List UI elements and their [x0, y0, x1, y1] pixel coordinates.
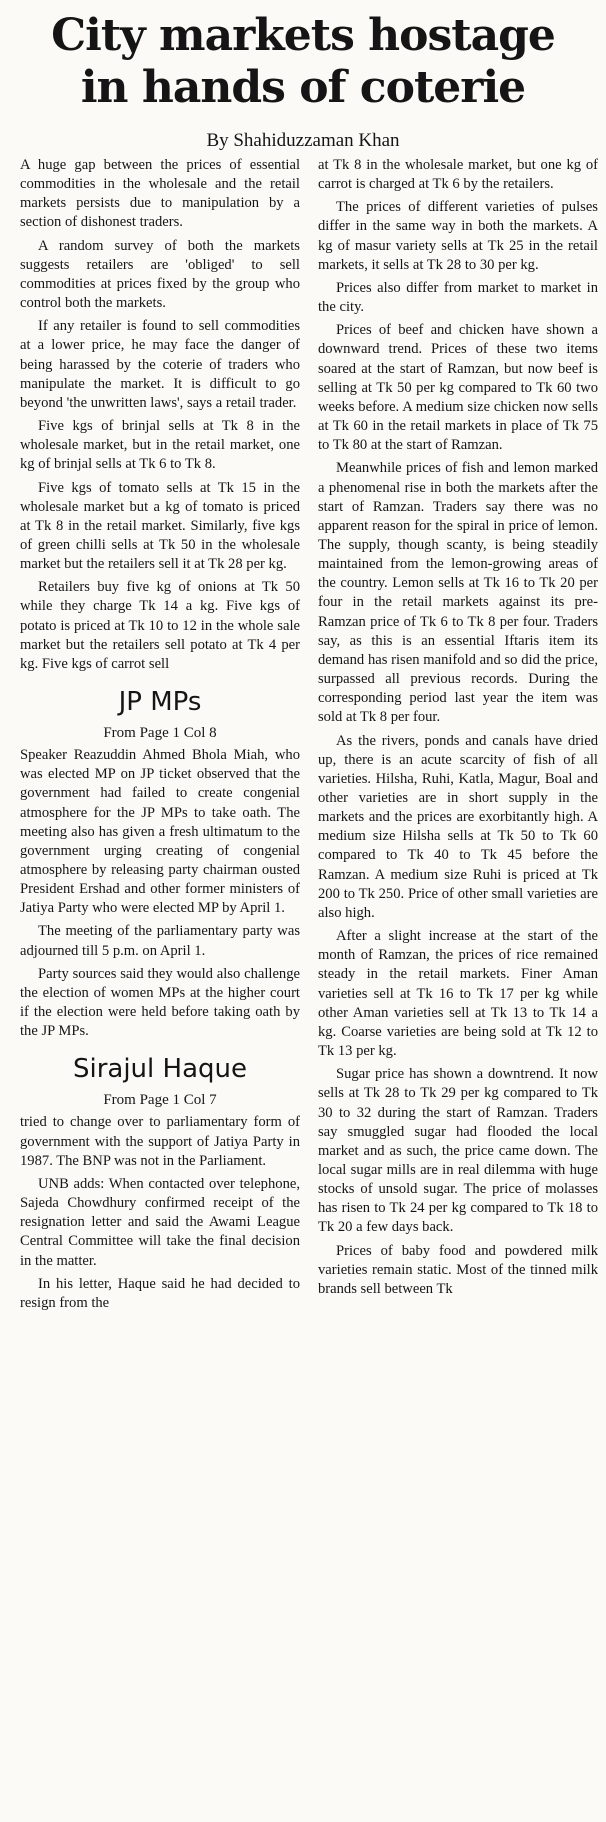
- byline: By Shahiduzzaman Khan: [206, 130, 400, 151]
- headline-line-2: in hands of coterie: [80, 62, 526, 113]
- article-paragraph: Five kgs of tomato sells at Tk 15 in the wholesale market but a kg of tomato is priced at Tk 8 in the retail market. Similarly, five kgs of green chilli sells at Tk 50 in the wholesale market but the retailers sell it at Tk 28 per kg.: [20, 479, 300, 573]
- article-paragraph: The prices of different varieties of pulses differ in the same way in both the markets. A kg of masur variety sells at Tk 25 in the retail markets, it sells at Tk 28 to 30 per kg.: [318, 199, 598, 273]
- headline: [0, 10, 606, 114]
- article-paragraph: Five kgs of brinjal sells at Tk 8 in the wholesale market, but in the retail market, one kg of brinjal sells at Tk 6 to Tk 8.: [20, 418, 300, 473]
- sirajul-haque-paragraph: In his letter, Haque said he had decided to resign from the: [20, 1275, 300, 1311]
- article-paragraph: Meanwhile prices of fish and lemon marked a phenomenal rise in both the markets after the start of Ramzan. Traders say there was no apparent reason for the spiral in price of lemon. The supply, though scanty, is being steadily maintained from the lemon-growing areas of the country. Lemon sells at Tk 16 to Tk 20 per four in the retail markets against its pre-Ramzan price of Tk 6 to Tk 8 per four. Traders say, as this is an essential Iftaris item its demand has risen manifold and so did the price, surpassed all previous records. During the corresponding period last year the item was sold at Tk 8 per four.: [318, 460, 598, 726]
- sirajul-haque-jump-line: From Page 1 Col 7: [103, 1092, 217, 1109]
- article-paragraph: Retailers buy five kg of onions at Tk 50 while they charge Tk 14 a kg. Five kgs of potato is priced at Tk 10 to 12 in the whole sale market but the retailers sell potato at Tk 4 per kg. Five kgs of carrot sell: [20, 579, 300, 672]
- article-paragraph: at Tk 8 in the wholesale market, but one kg of carrot is charged at Tk 6 by the retailers.: [318, 157, 598, 193]
- jp-mps-jump-line: From Page 1 Col 8: [103, 725, 217, 742]
- jp-mps-paragraph: Party sources said they would also challenge the election of women MPs at the higher court if the election were held before taking oath by the JP MPs.: [20, 965, 300, 1040]
- jp-mps-paragraph: Speaker Reazuddin Ahmed Bhola Miah, who was elected MP on JP ticket observed that the government had failed to create congenial atmosphere for the JP MPs to take oath. The meeting also has given a fresh ultimatum to the government urging creating of congenial atmosphere by releasing party chairman ousted President Ershad and other former ministers of Jatiya Party who were elected MP by April 1.: [20, 747, 300, 917]
- jp-mps-heading: JP MPs: [118, 687, 202, 718]
- article-paragraph: Sugar price has shown a downtrend. It now sells at Tk 28 to Tk 29 per kg compared to Tk 30 to 32 during the start of Ramzan. Traders say smuggled sugar had flooded the local market and as such, the price came down. The local sugar mills are in real dilemma with huge stocks of unsold sugar. The price of molasses has risen to Tk 24 per kg compared to Tk 18 to Tk 20 a few days back.: [318, 1066, 598, 1236]
- left-column: [20, 156, 300, 1818]
- article-paragraph: Prices of beef and chicken have shown a downward trend. Prices of these two items soared at the start of Ramzan, but now beef is selling at Tk 50 per kg compared to Tk 60 two weeks before. A medium size chicken now sells at Tk 60 in the retail markets in place of Tk 75 to Tk 80 at the start of Ramzan.: [318, 322, 598, 454]
- article-paragraph: A huge gap between the prices of essential commodities in the wholesale and the retail markets persists due to manipulation by a section of dishonest traders.: [20, 157, 300, 231]
- article-paragraph: After a slight increase at the start of the month of Ramzan, the prices of rice remained steady in the retail markets. Finer Aman varieties sell at Tk 16 to Tk 17 per kg while other Aman varieties sell at Tk 13 to Tk 14 a kg. Coarse varieties are being sold at Tk 12 to Tk 13 per kg.: [318, 928, 598, 1060]
- headline-line-1: City markets hostage: [51, 10, 555, 61]
- sirajul-haque-paragraph: tried to change over to parliamentary form of government with the support of Jatiya Party in 1987. The BNP was not in the Parliament.: [20, 1114, 300, 1169]
- article-paragraph: A random survey of both the markets suggests retailers are 'obliged' to sell commodities at prices fixed by the group who control both the markets.: [20, 237, 300, 312]
- jp-mps-paragraph: The meeting of the parliamentary party was adjourned till 5 p.m. on April 1.: [20, 923, 300, 959]
- sirajul-haque-paragraph: UNB adds: When contacted over telephone, Sajeda Chowdhury confirmed receipt of the resignation letter and said the Awami League Central Committee will take the final decision in the matter.: [20, 1175, 300, 1269]
- article-paragraph: If any retailer is found to sell commodities at a lower price, he may face the danger of being harassed by the coterie of traders who manipulate the market. It is difficult to go beyond 'the unwritten laws', says a retail trader.: [20, 318, 300, 411]
- right-column: [318, 156, 598, 1818]
- sirajul-haque-heading: Sirajul Haque: [72, 1054, 247, 1085]
- article-paragraph: Prices also differ from market to market in the city.: [318, 279, 598, 316]
- article-paragraph: Prices of baby food and powdered milk varieties remain static. Most of the tinned milk brands sell between Tk: [318, 1242, 598, 1297]
- article-paragraph: As the rivers, ponds and canals have dried up, there is an acute scarcity of fish of all varieties. Hilsha, Ruhi, Katla, Magur, Boal and other varieties are in short supply in the markets and the prices are exorbitantly high. A medium size Hilsha sells at Tk 50 to Tk 60 compared to Tk 40 to Tk 45 before the Ramzan. A medium size Ruhi is priced at Tk 200 to Tk 250. Price of other small varieties are also high.: [318, 732, 598, 921]
